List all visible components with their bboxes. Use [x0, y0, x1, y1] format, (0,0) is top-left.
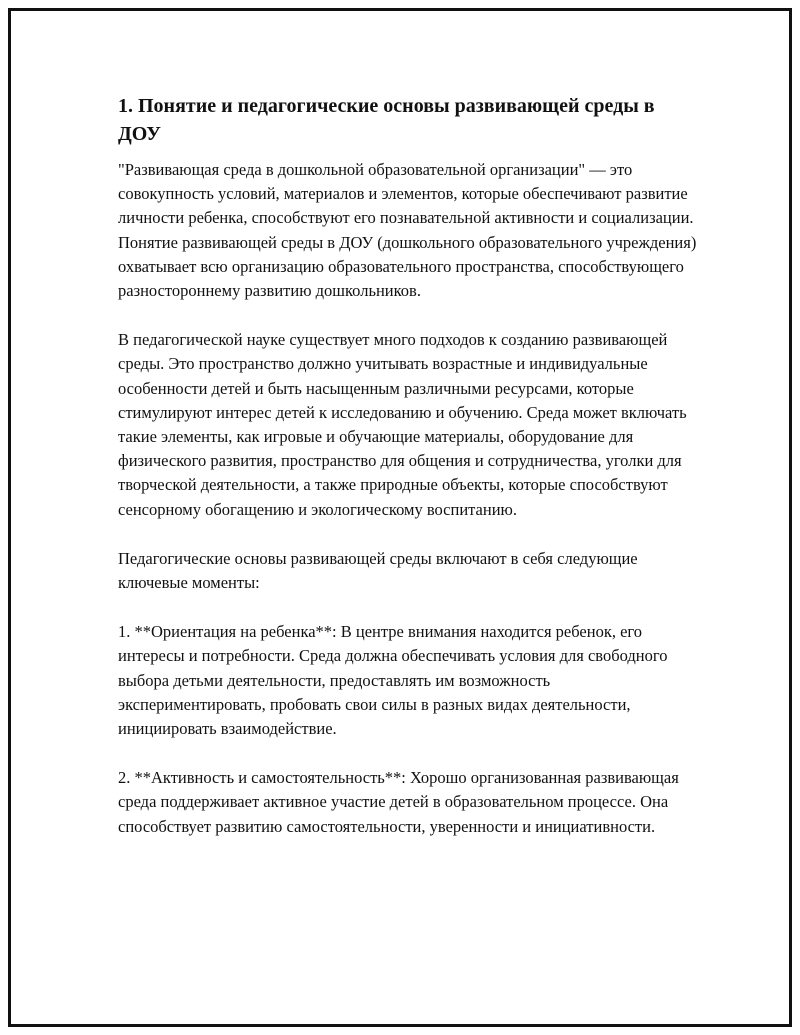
paragraph-point-2: 2. **Активность и самостоятельность**: Хорошо организованная развивающая среда поддерживает активное участие детей в образовательном процессе. Она способствует развитию самостоятельности, уверенности и инициативности.: [118, 768, 679, 836]
section-heading: 1. Понятие и педагогические основы развивающей среды в ДОУ: [118, 95, 655, 145]
document-body: [118, 92, 698, 839]
paragraph-foundations-intro: Педагогические основы развивающей среды включают в себя следующие ключевые моменты:: [118, 548, 638, 593]
paragraph-point-1: 1. **Ориентация на ребенка**: В центре внимания находится ребенок, его интересы и потребности. Среда должна обеспечивать условия для свободного выбора детьми деятельности, предоставлять им возможность экспериментировать, пробовать свои силы в разных видах деятельности, инициировать взаимодействие.: [118, 622, 668, 739]
paragraph-approaches: В педагогической науке существует много подходов к созданию развивающей среды. Это пространство должно учитывать возрастные и индивидуальные особенности детей и быть насыщенным различными ресурсами, которые стимулируют интерес детей к исследованию и обучению. Среда может включать такие элементы, как игровые и обучающие материалы, оборудование для физического развития, пространство для общения и сотрудничества, уголки для творческой деятельности, а также природные объекты, которые способствуют сенсорному обогащению и экологическому воспитанию.: [118, 330, 687, 519]
paragraph-definition: "Развивающая среда в дошкольной образовательной организации" — это совокупность условий, материалов и элементов, которые обеспечивают развитие личности ребенка, способствуют его познавательной активности и социализации. Понятие развивающей среды в ДОУ (дошкольного образовательного учреждения) охватывает всю организацию образовательного пространства, способствующего разностороннему развитию дошкольников.: [118, 160, 697, 301]
